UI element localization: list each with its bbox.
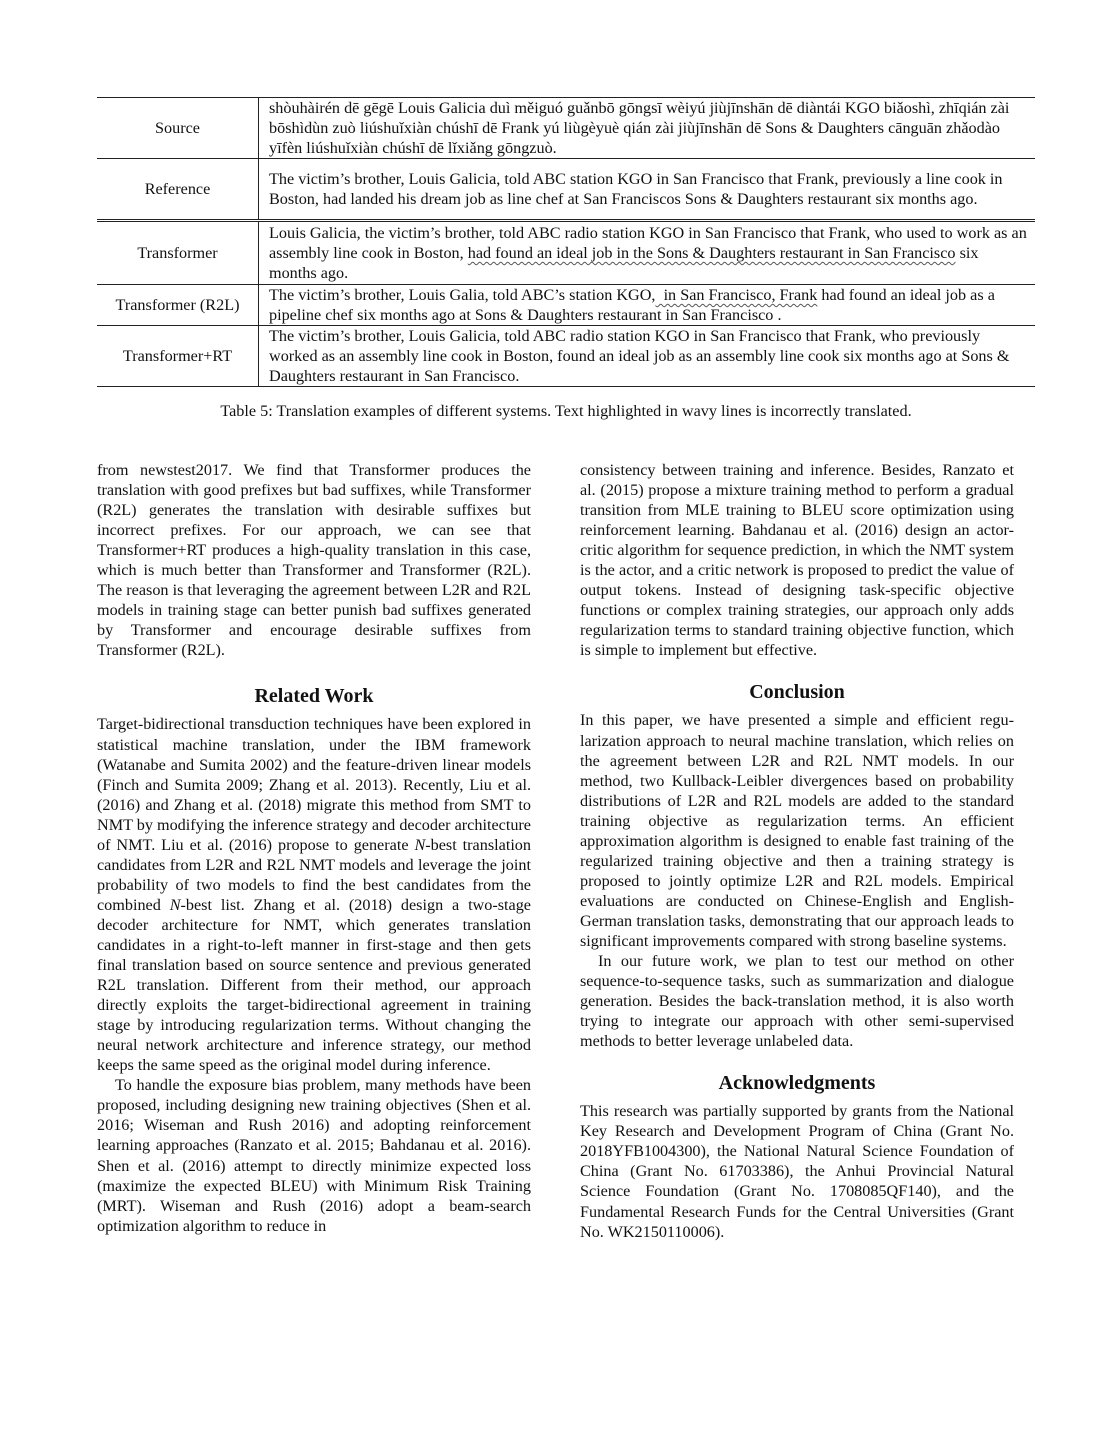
text-correct: had found an ideal job as a pipeline chef six months ago at Sons & Daughters restaurant in San Francisco .: [269, 286, 995, 324]
row-text: [259, 221, 1036, 285]
text-correct: six months ago.: [269, 244, 979, 282]
math-n: N: [169, 895, 181, 914]
body-paragraph: This research was partially supported by grants from the National Key Research and Development Program of China (Grant No. 2018YFB1004300), the National Natural Science Foundation of China (Grant No. 61703386), the Anhui Provincial Natural Science Foundation (Grant No. 1708085QF140), and the Fundamental Research Funds for the Central Universities (Grant No. WK2150110006).: [580, 1102, 1014, 1241]
table-row-transformer-rt: [97, 326, 1035, 387]
left-column: [97, 460, 531, 1236]
section-heading-related-work: Related Work: [254, 685, 374, 708]
section-heading-acknowledgments: Acknowledgments: [718, 1072, 876, 1095]
body-paragraph: consistency between training and inference. Besides, Ranzato et al. (2015) propose a mixture training method to perform a gradual transition from MLE training to BLEU score optimization using reinforcement learning. Bahdanau et al. (2016) design an actor-critic algorithm for sequence prediction, in which the NMT system is the actor, and a critic network is proposed to predict the value of output tokens. Instead of designing task-specific objective functions or complex training strategies, our approach only adds regularization terms to standard training objective function, which is simple to implement but effective.: [580, 461, 1014, 660]
table-row-source: [97, 98, 1035, 159]
body-paragraph: In our future work, we plan to test our method on other sequence-to-sequence tasks, such as summarization and dialogue generation. Besides the back-translation method, it is also worth trying to integrate our approach with other semi-supervised methods to better leverage unlabeled data.: [580, 952, 1014, 1051]
wavy-incorrect-text: in San Francisco, Frank: [655, 286, 818, 304]
text-correct: The victim’s brother, Louis Galia, told ABC’s station KGO,: [269, 286, 656, 304]
table-row-transformer-r2l: [97, 285, 1035, 326]
body-paragraph: In this paper, we have presented a simple and efficient regularization approach to neural machine translation, which relies on the agreement between L2R and R2L NMT models. In our method, two Kullback-Leibler divergences based on probability distributions of L2R and R2L models are added to the standard training objective as regularization terms. An efficient approximation algorithm is designed to enable fast training of the regularized training objective and then a training strategy is proposed to jointly optimize L2R and R2L models. Empirical evaluations are conducted on Chinese-English and English-German translation tasks, demonstrating that our approach leads to significant improvements compared with strong baseline systems.: [580, 711, 1014, 950]
text-span: -best list. Zhang et al. (2018) design a two-stage decoder architecture for NMT, which generates translation candidates in a right-to-left manner in first-stage and then gets final translation based on source sentence and previous generated R2L translation. Different from their method, our approach directly exploits the target-bidirectional agreement in training stage by introducing regularization terms. Without changing the neural network architecture and inference strategy, our method keeps the same speed as the original model during inference.: [97, 895, 531, 1075]
row-label: Reference: [97, 159, 259, 221]
text-span: Target-bidirectional transduction techniques have been explored in statistical machine translation, under the IBM framework (Watanabe and Sumita 2002) and the feature-driven linear models (Finch and Sumita 2009; Zhang et al. 2013). Recently, Liu et al. (2016) and Zhang et al. (2018) migrate this method from SMT to NMT by modifying the inference strategy and decoder architecture of NMT. Liu et al. (2016) propose to generate: [97, 715, 531, 854]
row-label: Source: [97, 98, 259, 159]
body-paragraph: To handle the exposure bias problem, many methods have been proposed, including designing new training objectives (Shen et al. 2016; Wiseman and Rush 2016) and adopting reinforcement learning approaches (Ranzato et al. 2015; Bahdanau et al. 2016). Shen et al. (2016) attempt to directly minimize expected loss (maximize the expected BLEU) with Minimum Risk Training (MRT). Wiseman and Rush (2016) adopt a beam-search optimization algorithm to reduce in: [97, 1076, 531, 1235]
wavy-incorrect-text: had found an ideal job in the Sons & Daughters restaurant in San Francisco: [467, 244, 956, 262]
text-correct: Louis Galicia, the victim’s brother, told ABC radio station KGO in San Francisco that Frank, who used to work as an assembly line cook in Boston,: [269, 224, 1027, 262]
row-text: [259, 285, 1036, 326]
row-label: Transformer (R2L): [97, 285, 259, 326]
right-column: [580, 460, 1014, 1242]
table-row-transformer: [97, 221, 1035, 285]
body-paragraph: from newstest2017. We find that Transformer produces the translation with good prefixes but bad suffixes, while Transformer (R2L) generates the translation with desirable suffixes but incorrect prefixes. For our approach, we can see that Transformer+RT produces a high-quality translation in this case, which is much better than Transformer and Transformer (R2L). The reason is that leveraging the agreement between L2R and R2L models in training stage can better punish bad suffixes generated by Transformer and encourage desirable suffixes from Transformer (R2L).: [97, 461, 531, 660]
math-n: N: [414, 835, 426, 854]
translation-examples-table: [97, 97, 1035, 387]
section-heading-conclusion: Conclusion: [749, 681, 845, 704]
body-paragraph: [97, 714, 531, 1075]
text-span: -best translation candidates from L2R and R2L NMT models and leverage the joint probability of two models to find the best candidates from the combined: [97, 835, 531, 914]
row-label: Transformer+RT: [97, 326, 259, 387]
row-text: The victim’s brother, Louis Galicia, told ABC radio station KGO in San Francisco that Frank, who previously worked as an assembly line cook in Boston, found an ideal job as an assembly line cook six months ago at Sons & Daughters restaurant in San Francisco.: [269, 327, 1010, 385]
row-text: The victim’s brother, Louis Galicia, told ABC station KGO in San Francisco that Frank, previously a line cook in Boston, had landed his dream job as line chef at San Franciscos Sons & Daughters restaurant six months ago.: [269, 170, 1003, 208]
table-caption: Table 5: Translation examples of different systems. Text highlighted in wavy lines is incorrectly translated.: [220, 402, 912, 420]
row-text: shòuhàirén dē gēgē Louis Galicia duì měiguó guǎnbō gōngsī wèiyú jiùjīnshān dē diàntái KGO biǎoshì, zhīqián zài bōshìdùn zuò liúshuǐxiàn chúshī dē Frank yú liùgèyuè qián zài jiùjīnshān dē Sons & Daughters cānguān zhǎodào yīfèn liúshuǐxiàn chúshī dē lǐxiǎng gōngzuò.: [269, 99, 1010, 157]
row-label: Transformer: [97, 221, 259, 285]
table-row-reference: [97, 159, 1035, 221]
